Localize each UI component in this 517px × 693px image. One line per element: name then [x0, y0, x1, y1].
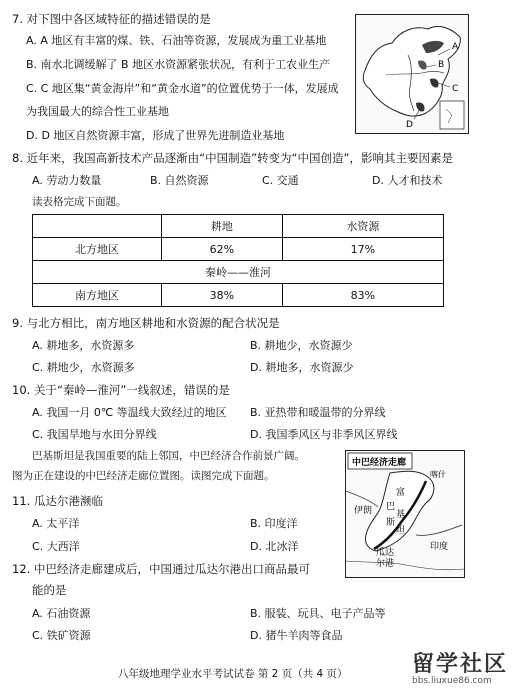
table-south-water: 83% [282, 284, 443, 307]
q12-stem-cont: 能的是 [32, 583, 67, 597]
q12-option-a: A. 石油资源 [32, 607, 91, 620]
label-tan: 坦 [396, 526, 406, 536]
table-row-south-label: 南方地区 [33, 284, 162, 307]
q8-option-a: A. 劳动力数量 [32, 174, 102, 187]
map-label-b: B [438, 60, 445, 70]
cpec-map [345, 450, 465, 578]
table-south-land: 38% [162, 284, 283, 307]
q10-stem: 10. 关于“秦岭—淮河”一线叙述，错误的是 [12, 383, 230, 397]
q9-option-c: C. 耕地少，水资源多 [32, 361, 135, 374]
q12-stem: 12. 中巴经济走廊建成后，中国通过瓜达尔港出口商品最可 [12, 562, 310, 576]
label-fu: 富 [396, 488, 406, 498]
label-india: 印度 [430, 542, 449, 552]
q7-option-b: B. 南水北调缓解了 B 地区水资源紧张状况，有利于工农业生产 [26, 58, 331, 71]
q10-option-c: C. 我国旱地与水田分界线 [32, 428, 157, 441]
china-map-drawing [356, 15, 468, 133]
q10-option-d: D. 我国季风区与非季风区界线 [250, 428, 398, 441]
q8-option-c: C. 交通 [262, 174, 299, 187]
cpec-map-drawing [346, 451, 464, 577]
q8-option-d: D. 人才和技术 [372, 174, 443, 187]
q10-option-a: A. 我国一月 0℃ 等温线大致经过的地区 [32, 406, 227, 419]
passage-line-1: 巴基斯坦是我国重要的陆上邻国，中巴经济合作前景广阔。 [32, 450, 305, 462]
q12-option-b: B. 服装、玩具、电子产品等 [250, 607, 386, 620]
q11-option-c: C. 大西洋 [32, 540, 80, 553]
table-divider-qinling-huaihe: 秦岭——淮河 [33, 261, 444, 284]
page-footer: 八年级地理学业水平考试试卷 第 2 页（共 4 页） [118, 668, 348, 680]
table-header-water: 水资源 [282, 215, 443, 238]
china-map [355, 14, 469, 134]
q11-option-b: B. 印度洋 [250, 517, 298, 530]
q12-option-d: D. 猪牛羊肉等食品 [250, 629, 343, 642]
table-corner [33, 215, 162, 238]
watermark-url: bbs.liuxue86.com [412, 676, 492, 686]
q7-option-d: D. D 地区自然资源丰富，形成了世界先进制造业基地 [26, 129, 285, 142]
passage-line-2: 图为正在建设的中巴经济走廊位置图。读图完成下面题。 [12, 470, 275, 482]
label-si: 斯 [386, 518, 396, 528]
q9-option-d: D. 耕地多，水资源少 [250, 361, 354, 374]
q7-option-c-cont: 为我国最大的综合性工业基地 [26, 105, 169, 118]
table-north-water: 17% [282, 238, 443, 261]
q7-stem: 7. 对下图中各区域特征的描述错误的是 [12, 12, 211, 26]
cpec-map-title: 中巴经济走廊 [352, 458, 407, 468]
q9-option-a: A. 耕地多，水资源多 [32, 339, 135, 352]
table-intro: 读表格完成下面题。 [32, 196, 127, 208]
q12-option-c: C. 铁矿资源 [32, 629, 91, 642]
farmland-water-table [32, 214, 444, 307]
q11-option-a: A. 太平洋 [32, 517, 80, 530]
map-label-a: A [452, 42, 459, 52]
q8-stem: 8. 近年来，我国高新技术产品逐渐由“中国制造”转变为“中国创造”，影响其主要因素是 [12, 151, 453, 165]
q9-option-b: B. 耕地少，水资源少 [250, 339, 353, 352]
q7-option-c: C. C 地区集“黄金海岸”和“黄金水道”的位置优势于一体，发展成 [26, 82, 339, 95]
watermark-brand: 留学社区 [412, 652, 509, 677]
q11-stem: 11. 瓜达尔港濒临 [12, 494, 103, 508]
q7-option-a: A. A 地区有丰富的煤、铁、石油等资源，发展成为重工业基地 [26, 34, 327, 47]
map-label-d: D [406, 120, 413, 130]
q9-stem: 9. 与北方相比，南方地区耕地和水资源的配合状况是 [12, 316, 280, 330]
label-ji: 基 [396, 510, 406, 520]
label-gwadar-1: 瓜达 [376, 548, 395, 558]
label-iran: 伊朗 [354, 506, 373, 516]
q8-option-b: B. 自然资源 [150, 174, 209, 187]
label-gwadar-2: 尔港 [376, 559, 395, 569]
q10-option-b: B. 亚热带和暖温带的分界线 [250, 406, 386, 419]
table-header-land: 耕地 [162, 215, 283, 238]
table-row-north-label: 北方地区 [33, 238, 162, 261]
map-label-c: C [452, 84, 459, 94]
q11-option-d: D. 北冰洋 [250, 540, 299, 553]
label-ba: 巴 [386, 502, 396, 512]
label-kashgar: 喀什 [430, 470, 446, 479]
table-north-land: 62% [162, 238, 283, 261]
